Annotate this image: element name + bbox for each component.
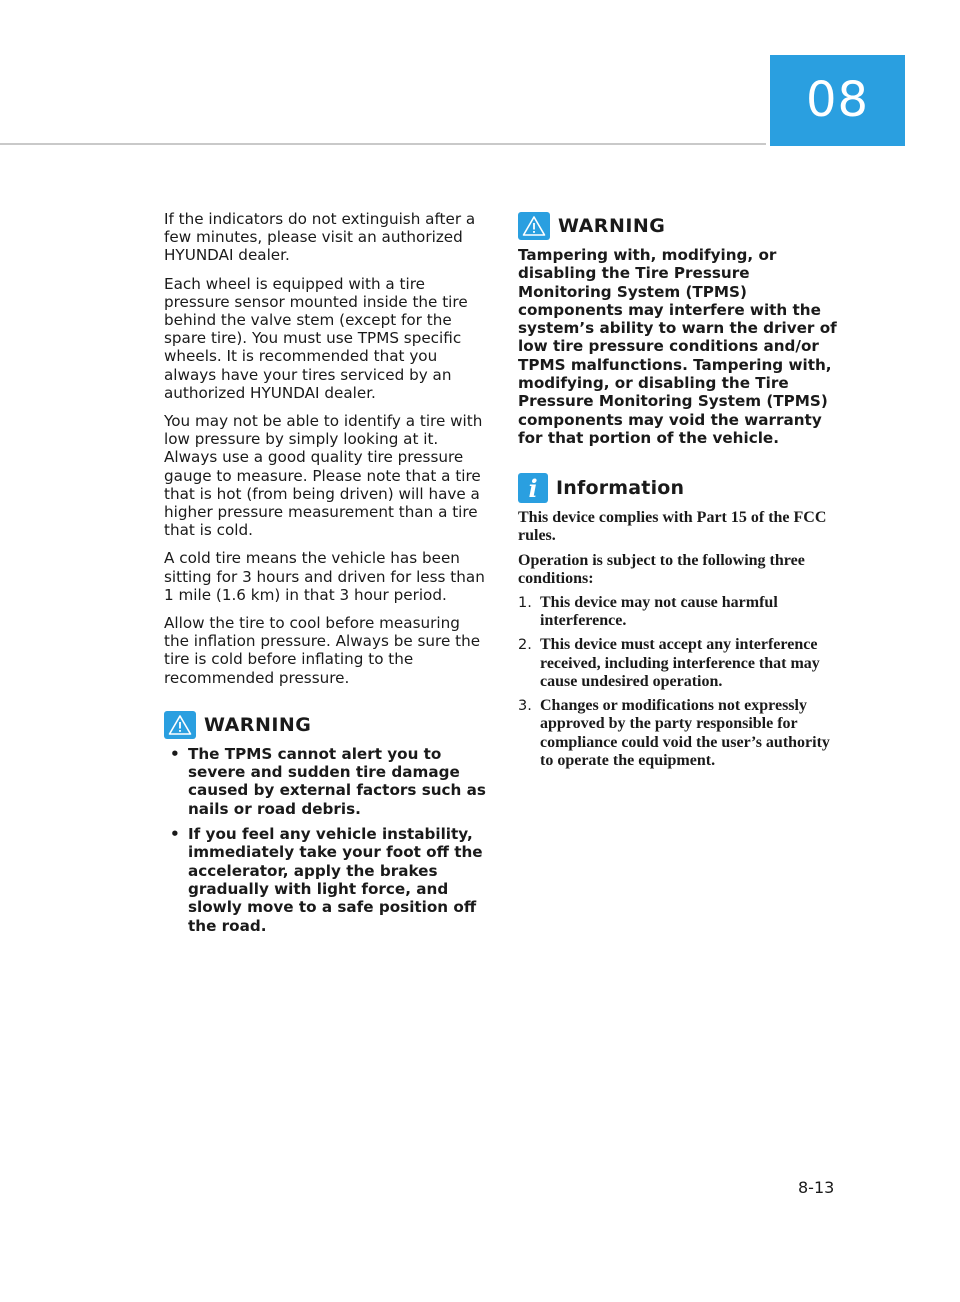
warning-text: Tampering with, modifying, or disabling the Tire Pressure Monitoring System (TPMS) components may interfere with the system’s ability to warn the driver of low tire pressure conditions and/or TPMS malfunctions. Tampering with, modifying, or disabling the Tire Pressure Monitoring System (TPMS) components may void the warranty for that portion of the vehicle.	[518, 246, 837, 447]
information-box	[518, 473, 842, 770]
right-column	[518, 212, 842, 776]
info-icon: i	[518, 473, 548, 503]
warning-title: WARNING	[558, 215, 666, 237]
warning-title: WARNING	[204, 713, 312, 736]
bullet: •	[170, 744, 180, 763]
paragraph: Allow the tire to cool before measuring the inflation pressure. Always be sure the tire is cold before inflating to the recommended pressure.	[164, 614, 481, 687]
warning-list	[164, 745, 486, 935]
header-rule	[0, 143, 766, 145]
list-number: 2.	[518, 637, 532, 654]
list-item	[164, 825, 486, 935]
list-item	[518, 594, 842, 630]
list-number: 1.	[518, 595, 532, 612]
paragraph: Each wheel is equipped with a tire pressure sensor mounted inside the tire behind the valve stem (except for the spare tire). You must use TPMS specific wheels. It is recommended that you always have your tires serviced by an authorized HYUNDAI dealer.	[164, 274, 468, 402]
paragraph: A cold tire means the vehicle has been sitting for 3 hours and driven for less than 1 mile (1.6 km) in that 3 hour period.	[164, 549, 485, 604]
list-number: 3.	[518, 698, 532, 715]
information-title: Information	[556, 477, 685, 500]
left-warning-box	[164, 711, 486, 935]
information-header	[518, 473, 842, 503]
warning-triangle-icon	[518, 212, 550, 240]
warning-triangle-icon	[164, 711, 196, 739]
bullet: •	[170, 825, 180, 844]
list-item	[518, 636, 842, 691]
list-item-text: This device may not cause harmful interference.	[540, 594, 778, 630]
left-column	[164, 210, 486, 942]
paragraph: You may not be able to identify a tire with low pressure by simply looking at it. Always use a good quality tire pressure gauge to measure. Please note that a tire that is hot (from being driven) will have a higher pressure measurement than a tire that is cold.	[164, 412, 483, 540]
information-list	[518, 594, 842, 770]
chapter-tab: 08	[770, 55, 905, 146]
information-paragraph: This device complies with Part 15 of the FCC rules.	[518, 509, 827, 545]
warning-header	[164, 711, 486, 739]
information-paragraph: Operation is subject to the following three conditions:	[518, 551, 805, 587]
list-item	[164, 745, 486, 818]
warning-item-text: The TPMS cannot alert you to severe and sudden tire damage caused by external factors such as nails or road debris.	[188, 744, 486, 818]
warning-item-text: If you feel any vehicle instability, immediately take your foot off the accelerator, apply the brakes gradually with light force, and slowly move to a safe position off the road.	[188, 825, 483, 935]
right-warning-box	[518, 212, 842, 447]
paragraph: If the indicators do not extinguish after a few minutes, please visit an authorized HYUNDAI dealer.	[164, 210, 476, 265]
page-number: 8-13	[798, 1178, 835, 1197]
list-item	[518, 697, 842, 770]
list-item-text: Changes or modifications not expressly approved by the party responsible for compliance could void the user’s authority to operate the equipment.	[540, 697, 830, 769]
warning-header	[518, 212, 842, 240]
list-item-text: This device must accept any interference received, including interference that may cause undesired operation.	[540, 636, 820, 690]
